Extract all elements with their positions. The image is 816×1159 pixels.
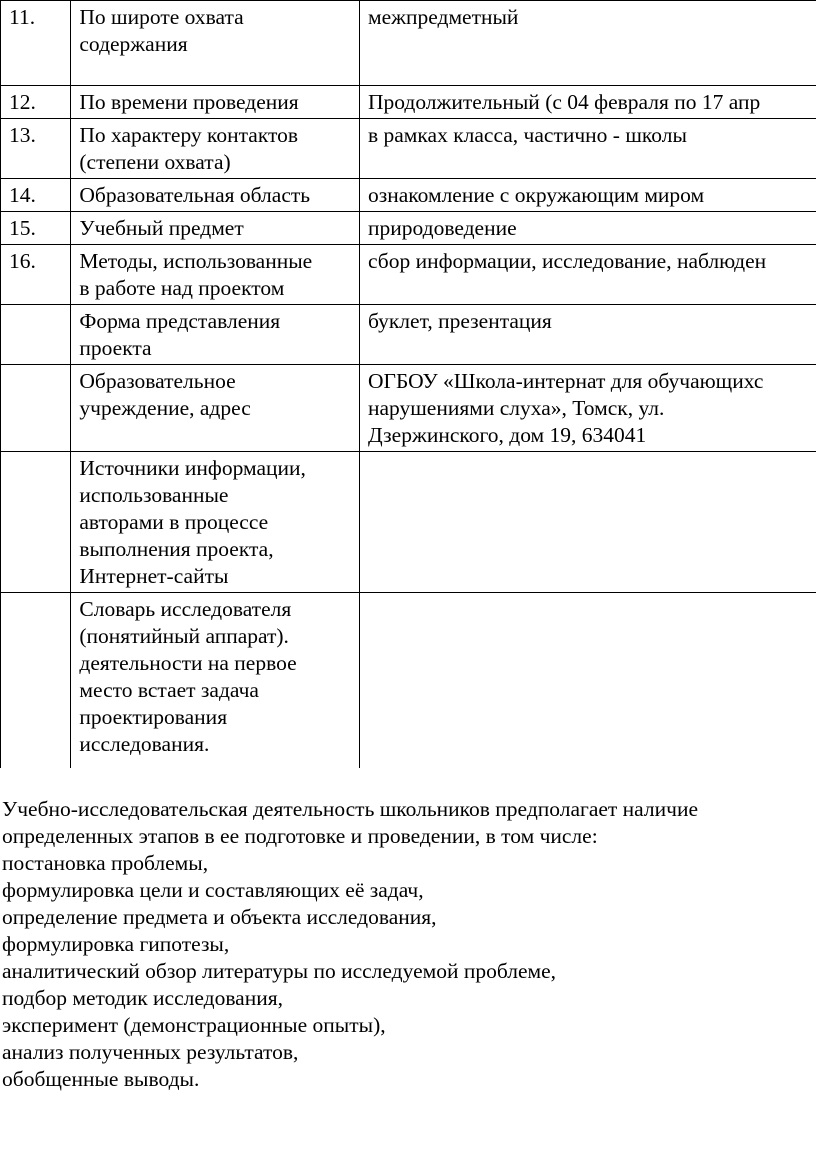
list-item: аналитический обзор литературы по исследуемой проблеме, (2, 959, 557, 983)
row-number: 14. (1, 179, 71, 212)
list-item: подбор методик исследования, (2, 986, 284, 1010)
row-label: Форма представления проекта (71, 305, 360, 365)
row-number: 13. (1, 119, 71, 179)
row-value: сбор информации, исследование, наблюден (359, 245, 816, 305)
row-label: По характеру контактов (степени охвата) (71, 119, 360, 179)
table-row (1, 1, 816, 86)
row-number (1, 452, 71, 593)
table-row (1, 452, 816, 593)
table-row (1, 305, 816, 365)
table-row (1, 212, 816, 245)
list-item: эксперимент (демонстрационные опыты), (2, 1013, 386, 1037)
row-value: ОГБОУ «Школа-интернат для обучающихс нарушениями слуха», Томск, ул. Дзержинского, дом 19, 634041 (359, 365, 816, 452)
row-label: По широте охвата содержания (71, 1, 360, 86)
table-row (1, 179, 816, 212)
list-item: анализ полученных результатов, (2, 1040, 299, 1064)
row-label: Образовательная область (71, 179, 360, 212)
row-number (1, 305, 71, 365)
row-value: ознакомление с окружающим миром (359, 179, 816, 212)
row-value: буклет, презентация (359, 305, 816, 365)
row-label: По времени проведения (71, 86, 360, 119)
row-number (1, 593, 71, 769)
list-item: определение предмета и объекта исследования, (2, 905, 437, 929)
row-value: природоведение (359, 212, 816, 245)
row-number: 15. (1, 212, 71, 245)
row-label: Источники информации, использованные авторами в процессе выполнения проекта, Интернет-сайты (71, 452, 360, 593)
list-item: постановка проблемы, (2, 851, 209, 875)
table-row (1, 365, 816, 452)
table-row (1, 86, 816, 119)
row-value (359, 452, 816, 593)
row-value (359, 593, 816, 769)
body-paragraph (2, 796, 814, 1093)
row-label: Словарь исследователя (понятийный аппарат). деятельности на первое место встает задача проектирования исследования. (71, 593, 360, 769)
row-value: в рамках класса, частично - школы (359, 119, 816, 179)
row-label: Методы, использованные в работе над проектом (71, 245, 360, 305)
row-value: межпредметный (359, 1, 816, 86)
row-number: 12. (1, 86, 71, 119)
table-row (1, 593, 816, 769)
paragraph-line: определенных этапов в ее подготовке и проведении, в том числе: (2, 824, 598, 848)
row-value: Продолжительный (с 04 февраля по 17 апр (359, 86, 816, 119)
paragraph-line: Учебно-исследовательская деятельность школьников предполагает наличие (2, 797, 699, 821)
row-label: Образовательное учреждение, адрес (71, 365, 360, 452)
row-number: 11. (1, 1, 71, 86)
list-item: формулировка цели и составляющих её задач, (2, 878, 424, 902)
row-label: Учебный предмет (71, 212, 360, 245)
list-item: обобщенные выводы. (2, 1067, 200, 1091)
row-number: 16. (1, 245, 71, 305)
row-number (1, 365, 71, 452)
list-item: формулировка гипотезы, (2, 932, 230, 956)
table-row (1, 245, 816, 305)
table-row (1, 119, 816, 179)
